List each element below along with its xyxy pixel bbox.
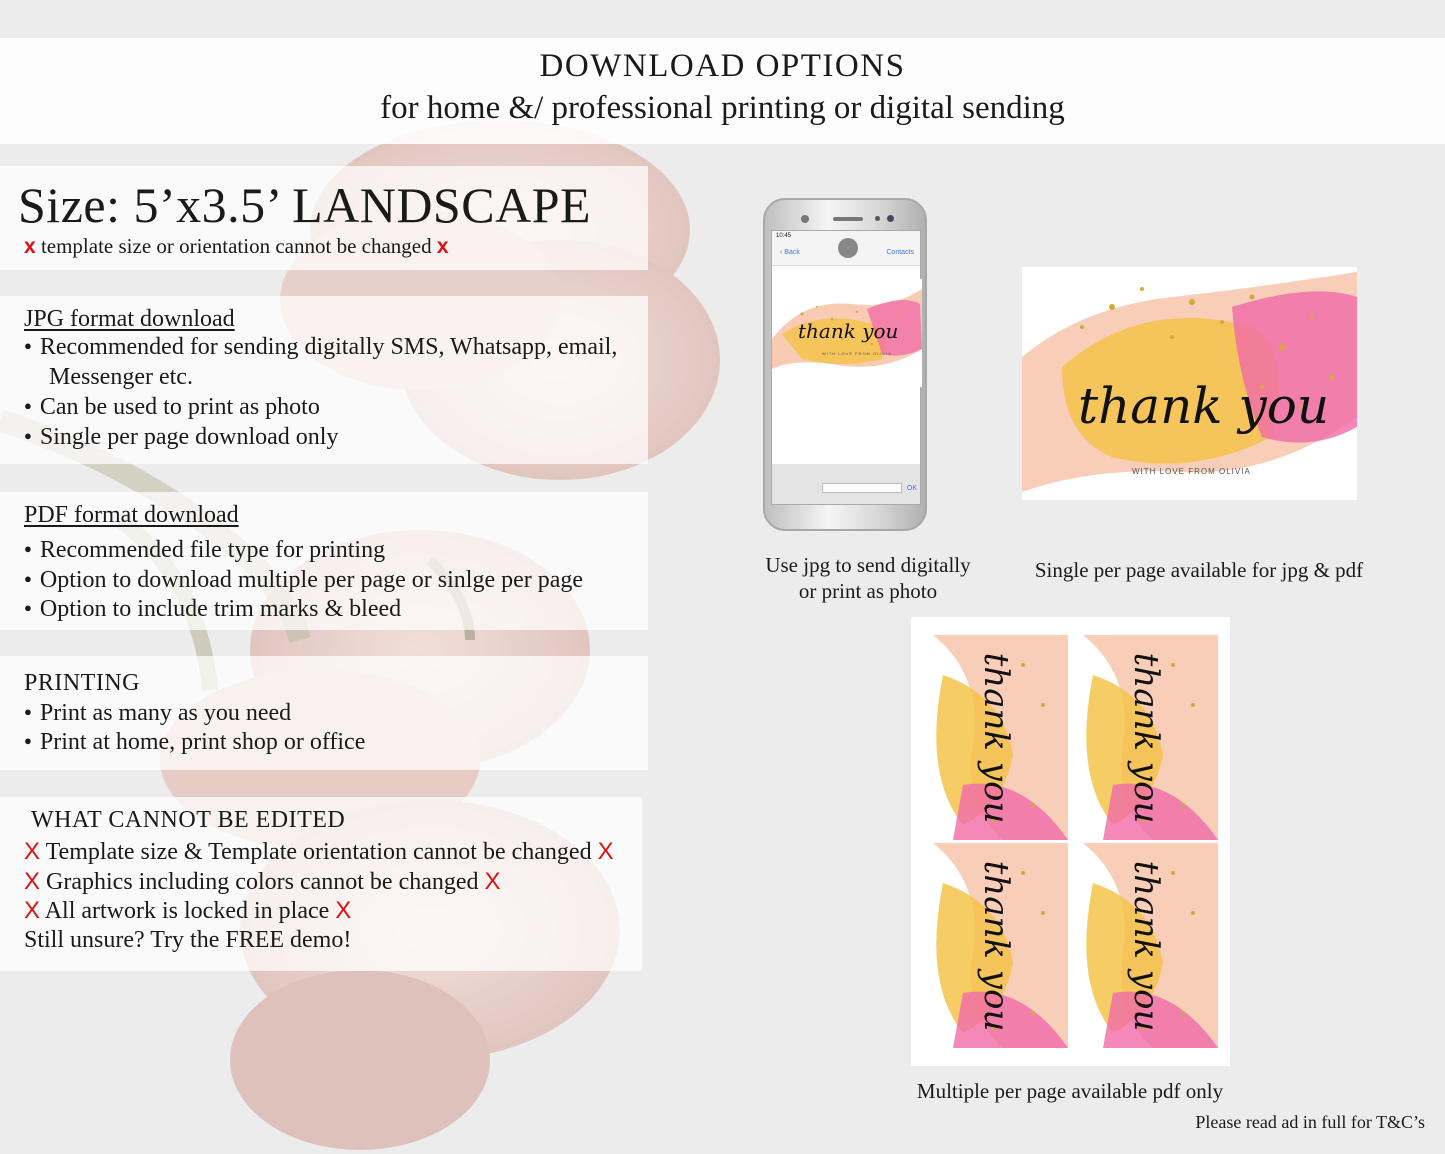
phone-time: 10:45 <box>776 233 792 239</box>
jpg-bullet-continued: Messenger etc. <box>49 364 193 390</box>
phone-message-input-bar <box>772 464 920 504</box>
multi-card-sheet <box>911 617 1230 1066</box>
terms-footnote: Please read ad in full for T&C’s <box>1195 1112 1425 1132</box>
pdf-bullet: ● Option to download multiple per page or sinlge per page <box>24 567 583 594</box>
mini-card <box>1073 843 1218 1048</box>
contact-avatar-icon <box>838 238 858 258</box>
card-script-text: thank you <box>975 860 1016 1031</box>
mini-card <box>923 635 1068 840</box>
phone-screen <box>771 230 921 505</box>
card-script-text: thank you <box>1125 860 1166 1031</box>
phone-back-link: ‹ Back <box>780 249 800 256</box>
printing-bullet: ● Print at home, print shop or office <box>24 729 365 756</box>
not-editable-heading: WHAT CANNOT BE EDITED <box>31 807 346 833</box>
size-note <box>24 234 449 259</box>
demo-note: Still unsure? Try the FREE demo! <box>24 927 352 953</box>
jpg-heading: JPG format download <box>24 306 235 332</box>
jpg-panel <box>0 296 648 464</box>
pdf-heading: PDF format download <box>24 502 239 528</box>
jpg-bullet: ● Single per page download only <box>24 424 338 451</box>
single-card-preview <box>1022 267 1357 500</box>
pdf-bullet: ● Recommended file type for printing <box>24 537 385 564</box>
x-mark-icon: X <box>597 838 614 865</box>
x-mark-icon: x <box>24 235 36 258</box>
x-mark-icon: X <box>24 897 41 924</box>
single-card-caption: Single per page available for jpg & pdf <box>1034 558 1364 582</box>
card-from-text: WITH LOVE FROM OLIVIA <box>822 351 892 356</box>
phone-ok-button: OK <box>906 485 917 492</box>
multi-card-caption: Multiple per page available pdf only <box>916 1079 1224 1103</box>
card-script-text: thank you <box>1078 377 1330 435</box>
header-banner <box>0 38 1445 144</box>
mini-card <box>1073 635 1218 840</box>
not-editable-line: X Template size & Template orientation cannot be changed X <box>24 838 614 865</box>
printing-bullet: ● Print as many as you need <box>24 700 291 727</box>
phone-sensor-icon <box>875 216 880 221</box>
mini-card <box>923 843 1068 1048</box>
phone-nav-bar <box>795 507 895 519</box>
x-mark-icon: x <box>436 235 449 258</box>
x-mark-icon: X <box>484 868 501 895</box>
phone-card-preview <box>772 279 922 387</box>
phone-mockup <box>763 198 927 531</box>
phone-camera-icon <box>801 215 809 223</box>
printing-heading: PRINTING <box>24 670 140 696</box>
jpg-bullet: ● Recommended for sending digitally SMS, Whatsapp, email, <box>24 334 617 361</box>
phone-contacts-link: Contacts <box>886 249 914 256</box>
phone-sensor-icon <box>887 215 894 222</box>
phone-caption: Use jpg to send digitally or print as photo <box>765 553 971 603</box>
phone-message-header <box>772 231 920 266</box>
page-subtitle: for home &/ professional printing or digital sending <box>380 90 1065 126</box>
x-mark-icon: X <box>335 897 352 924</box>
message-input <box>822 483 902 493</box>
pdf-bullet: ● Option to include trim marks & bleed <box>24 596 401 623</box>
pdf-panel <box>0 492 648 630</box>
printing-panel <box>0 656 648 770</box>
jpg-bullet: ● Can be used to print as photo <box>24 394 320 421</box>
not-editable-line: X Graphics including colors cannot be changed X <box>24 868 501 895</box>
size-note-text: template size or orientation cannot be changed <box>40 234 432 258</box>
not-editable-line: X All artwork is locked in place X <box>24 897 352 924</box>
phone-speaker-icon <box>833 217 863 221</box>
not-editable-panel <box>0 797 642 971</box>
card-script-text: thank you <box>798 319 899 343</box>
x-mark-icon: X <box>24 838 41 865</box>
card-script-text: thank you <box>1125 652 1166 823</box>
size-panel <box>0 166 648 270</box>
card-from-text: WITH LOVE FROM OLIVIA <box>1132 467 1251 476</box>
page-title: DOWNLOAD OPTIONS <box>539 48 906 84</box>
x-mark-icon: X <box>24 868 41 895</box>
card-script-text: thank you <box>975 652 1016 823</box>
size-title: Size: 5’x3.5’ LANDSCAPE <box>18 177 592 233</box>
